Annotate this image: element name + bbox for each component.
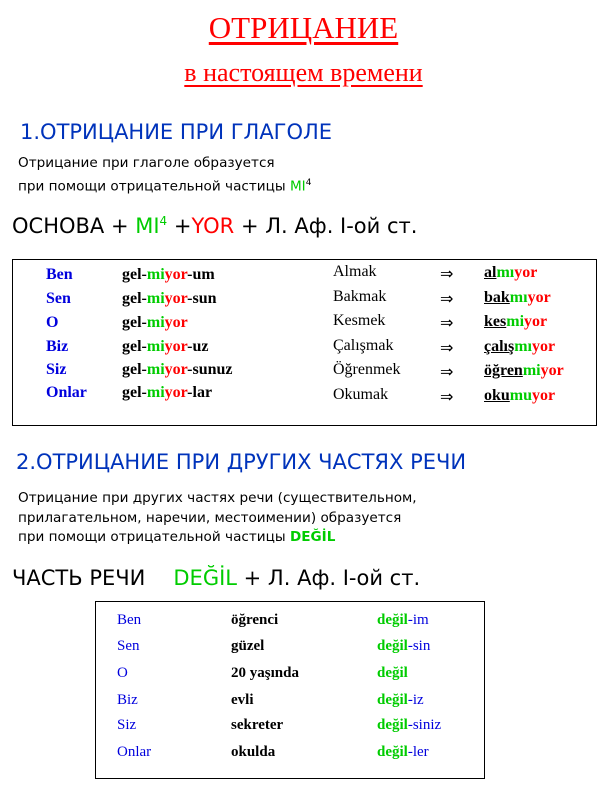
- arrow-icon: ⇒: [440, 362, 454, 381]
- predicate-word: evli: [231, 692, 254, 708]
- verb-negative-form: almıyor: [484, 264, 538, 281]
- conjugation-row: gel-miyor-sun: [122, 290, 217, 307]
- verb-infinitive: Okumak: [333, 386, 389, 403]
- conjugation-row: gel-miyor-sunuz: [122, 361, 233, 378]
- degil-form: değil-im: [377, 612, 429, 628]
- conjugation-row: gel-miyor-lar: [122, 384, 213, 401]
- arrow-icon: ⇒: [440, 264, 454, 283]
- degil-form: değil-iz: [377, 692, 424, 708]
- predicate-word: öğrenci: [231, 612, 279, 628]
- verb-infinitive: Çalışmak: [333, 337, 394, 354]
- verb-negative-form: bakmıyor: [484, 289, 551, 306]
- degil-form: değil: [377, 665, 408, 681]
- section1-note-line2: при помощи отрицательной частицы $MI^4$: [18, 178, 312, 195]
- predicate-word: sekreter: [231, 717, 284, 733]
- verb-infinitive: Öğrenmek: [333, 361, 401, 378]
- verb-infinitive: Bakmak: [333, 288, 387, 305]
- section2-heading: 2.ОТРИЦАНИЕ ПРИ ДРУГИХ ЧАСТЯХ РЕЧИ: [16, 450, 467, 474]
- conjugation-row: gel-miyor: [122, 314, 188, 331]
- arrow-icon: ⇒: [440, 313, 454, 332]
- section2-note-line2: прилагательном, наречии, местоимении) образуется: [18, 510, 402, 526]
- degil-form: değil-siniz: [377, 717, 442, 733]
- verb-negative-form: okumuyor: [484, 387, 556, 404]
- conjugation-row: gel-miyor-uz: [122, 338, 209, 355]
- pronoun-sen: Sen: [46, 290, 71, 307]
- section2-note-line3: при помощи отрицательной частицы DEĞİL: [18, 529, 336, 545]
- predicate-word: 20 yaşında: [231, 665, 299, 681]
- section2-note-line1: Отрицание при других частях речи (существительном,: [18, 490, 417, 506]
- pronoun-ben: Ben: [117, 612, 142, 628]
- verb-negative-form: çalışmıyor: [484, 338, 556, 355]
- pronoun-onlar: Onlar: [46, 384, 87, 401]
- page-title: ОТРИЦАНИЕ: [208, 10, 399, 45]
- pronoun-onlar: Onlar: [117, 744, 152, 760]
- pronoun-biz: Biz: [117, 692, 138, 708]
- verb-negative-form: öğrenmiyor: [484, 362, 564, 379]
- arrow-icon: ⇒: [440, 387, 454, 406]
- section1-note-line1: Отрицание при глаголе образуется: [18, 155, 275, 171]
- arrow-icon: ⇒: [440, 338, 454, 357]
- pronoun-biz: Biz: [46, 338, 69, 355]
- pronoun-ben: Ben: [46, 266, 73, 283]
- conjugation-row: gel-miyor-um: [122, 266, 215, 283]
- pronoun-sen: Sen: [117, 638, 140, 654]
- pronoun-siz: Siz: [117, 717, 137, 733]
- pronoun-o: O: [117, 665, 128, 681]
- section2-formula: ЧАСТЬ РЕЧИ DEĞİL + Л. Аф. I-ой ст.: [12, 566, 421, 590]
- section1-formula: ОСНОВА + $MI^4 +YOR + Л$. Аф. I-ой ст.: [12, 214, 418, 238]
- pronoun-siz: Siz: [46, 361, 67, 378]
- verb-negative-form: kesmiyor: [484, 313, 548, 330]
- page-subtitle: в настоящем времени: [184, 58, 423, 87]
- pronoun-o: O: [46, 314, 59, 331]
- degil-form: değil-ler: [377, 744, 429, 760]
- predicate-word: güzel: [231, 638, 265, 654]
- section1-heading: 1.ОТРИЦАНИЕ ПРИ ГЛАГОЛЕ: [20, 120, 333, 144]
- arrow-icon: ⇒: [440, 289, 454, 308]
- verb-infinitive: Almak: [333, 263, 377, 280]
- verb-infinitive: Kesmek: [333, 312, 386, 329]
- degil-form: değil-sin: [377, 638, 431, 654]
- predicate-word: okulda: [231, 744, 276, 760]
